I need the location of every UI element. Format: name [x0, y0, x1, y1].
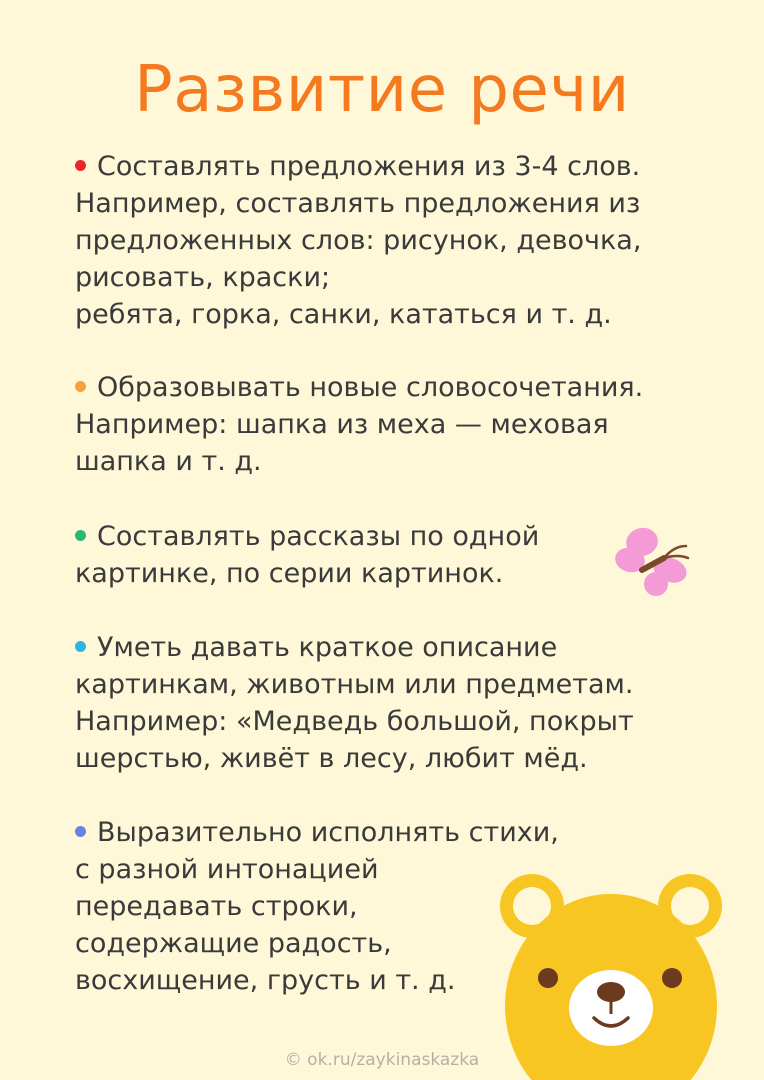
list-item [75, 814, 559, 999]
item-line: Например: «Медведь большой, покрыт [75, 706, 634, 737]
item-text: Выразительно исполнять стихи, [97, 817, 559, 848]
item-text: Составлять предложения из 3-4 слов. [97, 151, 641, 182]
item-line: картинке, по серии картинок. [75, 558, 504, 589]
item-line: ребята, горка, санки, кататься и т. д. [75, 299, 612, 330]
bullet-dot [75, 160, 86, 171]
item-line: шерстью, живёт в лесу, любит мёд. [75, 743, 588, 774]
item-line: содержащие радость, [75, 928, 392, 959]
item-line: картинкам, животным или предметам. [75, 669, 634, 700]
butterfly-icon [612, 524, 694, 600]
item-line [75, 148, 641, 185]
bullet-dot [75, 826, 86, 837]
item-line [75, 518, 539, 555]
item-line: передавать строки, [75, 891, 358, 922]
list-item [75, 369, 643, 480]
bullet-dot [75, 381, 86, 392]
bullet-dot [75, 530, 86, 541]
item-line: восхищение, грусть и т. д. [75, 965, 456, 996]
list-item [75, 518, 539, 592]
item-line: с разной интонацией [75, 854, 379, 885]
list-item [75, 148, 641, 333]
item-line: Например: шапка из меха — меховая [75, 409, 609, 440]
bullet-dot [75, 641, 86, 652]
list-item [75, 629, 634, 777]
page-title: Развитие речи [134, 53, 630, 127]
item-line: рисовать, краски; [75, 262, 331, 293]
item-text: Образовывать новые словосочетания. [97, 372, 644, 403]
item-line [75, 814, 559, 851]
watermark: © ok.ru/zaykinaskazka [284, 1050, 480, 1070]
item-line: Например, составлять предложения из [75, 188, 641, 219]
item-line: предложенных слов: рисунок, девочка, [75, 225, 642, 256]
bear-icon [498, 866, 728, 1080]
item-text: Уметь давать краткое описание [97, 632, 558, 663]
item-text: Составлять рассказы по одной [97, 521, 540, 552]
item-line [75, 629, 634, 666]
item-line: шапка и т. д. [75, 446, 262, 477]
item-line [75, 369, 643, 406]
